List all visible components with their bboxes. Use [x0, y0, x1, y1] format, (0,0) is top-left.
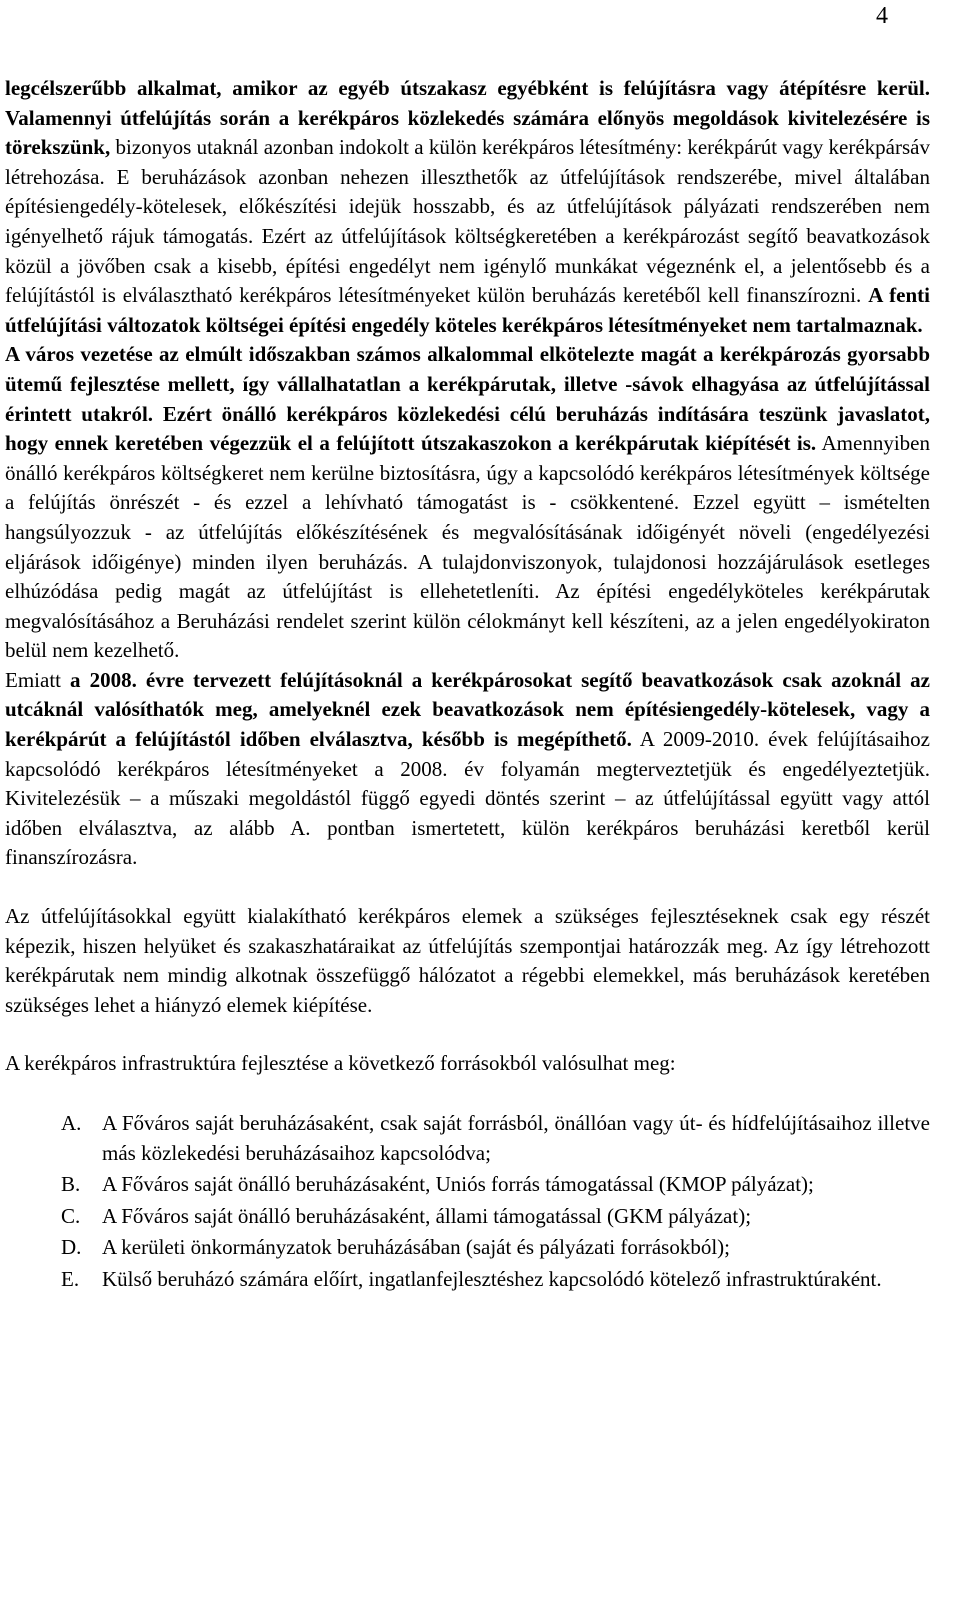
text-segment-bold: a 2008. évre tervezett felújításoknál a kerékpárosokat segítő beavatkozások csak azoknál az utcáknál valósíthatók meg, amelyeknél ezek beavatkozások nem építésiengedély-kötelesek, vagy a kerékpárút a felújítástól időben elválasztva, később is megépíthető.	[5, 667, 930, 752]
page-number: 4	[876, 3, 888, 29]
paragraph-sources-intro	[5, 1049, 930, 1079]
paragraph-city-commitment	[5, 340, 930, 666]
paragraph-2008-renovations	[5, 666, 930, 873]
list-item-text: A Főváros saját beruházásaként, csak saját forrásból, önállóan vagy út- és hídfelújításaihoz illetve más közlekedési beruházásaihoz kapcsolódva;	[102, 1111, 930, 1165]
text-segment: A kerékpáros infrastruktúra fejlesztése a következő forrásokból valósulhat meg:	[5, 1051, 676, 1076]
paragraph-bicycle-facilities	[5, 74, 930, 340]
list-item	[5, 1109, 930, 1168]
list-marker: D.	[61, 1235, 82, 1260]
list-item	[5, 1233, 930, 1263]
document-body	[5, 74, 930, 1297]
text-segment-bold: A város vezetése az elmúlt időszakban számos alkalommal elkötelezte magát a kerékpározás gyorsabb ütemű fejlesztése mellett, így vállalhatatlan a kerékpárutak, illetve -sávok elhagyása az útfelújítással érintett utakról. Ezért önálló kerékpáros közlekedési célú beruházás indítására teszünk javaslatot, hogy ennek keretében végezzük el a felújított útszakaszokon a kerékpárutak kiépítését is.	[5, 342, 930, 456]
paragraph-spacer	[5, 1020, 930, 1049]
list-item-text: A kerületi önkormányzatok beruházásában (saját és pályázati forrásokból);	[102, 1235, 731, 1260]
paragraph-network-gaps	[5, 902, 930, 1020]
text-segment: Amennyiben önálló kerékpáros költségkeret nem kerülne biztosításra, úgy a kapcsolódó kerékpáros létesítmények költsége a felújítás önrészét - és ezzel a lehívható támogatást is - csökkentené. Ezzel együtt – ismételten hangsúlyozzuk - az útfelújítás előkészítésének és megvalósításának időigényét növeli (engedélyezési eljárások időigénye) minden ilyen beruházás. A tulajdonviszonyok, tulajdonosi hozzájárulások esetleges elhúzódása pedig magát az útfelújítást is ellehetetleníti. Az építési engedélyköteles kerékpárutak megvalósításához a Beruházási rendelet szerint külön célokmányt kell készíteni, az a jelen engedélyokiraton belül nem kezelhető.	[5, 431, 930, 663]
list-item	[5, 1202, 930, 1232]
text-segment: Az útfelújításokkal együtt kialakítható kerékpáros elemek a szükséges fejlesztéseknek csak egy részét képezik, hiszen helyüket és szakaszhatáraikat az útfelújítás szempontjai határozzák meg. Az így létrehozott kerékpárutak nem mindig alkotnak összefüggő hálózatot a régebbi elemekkel, más beruházások keretében szükséges lehet a hiányzó elemek kiépítése.	[5, 904, 930, 1017]
list-marker: A.	[61, 1111, 82, 1135]
list-marker: C.	[61, 1203, 81, 1228]
text-segment: A 2009-2010. évek felújításaihoz kapcsolódó kerékpáros létesítményeket a 2008. év folyamán megterveztetjük és engedélyeztetjük. Kivitelezésük – a műszaki megoldástól függő egyedi döntés szerint – az útfelújítással együtt vagy attól időben elválasztva, az alább A. pontban ismertetett, külön kerékpáros beruházási keretből kerül finanszírozásra.	[5, 727, 930, 870]
list-marker: E.	[61, 1266, 80, 1291]
text-segment-bold: legcélszerűbb alkalmat, amikor az egyéb útszakasz egyébként is felújításra vagy átépítésre kerül. Valamennyi útfelújítás során a kerékpáros közlekedés számára előnyös megoldások kivitelezésére is törekszünk,	[5, 76, 930, 160]
list-item	[5, 1265, 930, 1295]
list-item	[5, 1170, 930, 1200]
paragraph-spacer	[5, 873, 930, 902]
list-marker: B.	[61, 1172, 81, 1197]
list-item-text: A Főváros saját önálló beruházásaként, Uniós forrás támogatással (KMOP pályázat);	[102, 1172, 814, 1197]
list-item-text: Külső beruházó számára előírt, ingatlanfejlesztéshez kapcsolódó kötelező infrastruktúraként.	[102, 1266, 882, 1291]
list-item-text: A Főváros saját önálló beruházásaként, állami támogatással (GKM pályázat);	[102, 1203, 752, 1228]
paragraph-spacer	[5, 1079, 930, 1109]
text-segment: bizonyos utaknál azonban indokolt a külön kerékpáros létesítmény: kerékpárút vagy kerékpársáv létrehozása. E beruházások azonban nehezen illeszthetők az útfelújítások rendszerébe, mivel általában építésiengedély-kötelesek, előkészítési idejük hosszabb, és az útfelújítások pályázati rendszerében nem igényelhető rájuk támogatás. Ezért az útfelújítások költségkeretében a kerékpározást segítő beavatkozások közül a jövőben csak a kisebb, építési engedélyt nem igénylő munkákat végeznénk el, a jelentősebb és a felújítástól is elválasztható kerékpáros létesítményeket külön beruházás keretéből kell finanszírozni.	[5, 135, 930, 308]
funding-sources-list	[5, 1109, 930, 1295]
text-segment: Emiatt	[5, 667, 71, 692]
text-segment-bold: A fenti útfelújítási változatok költségei építési engedély köteles kerékpáros létesítményeket nem tartalmaznak.	[5, 283, 930, 337]
